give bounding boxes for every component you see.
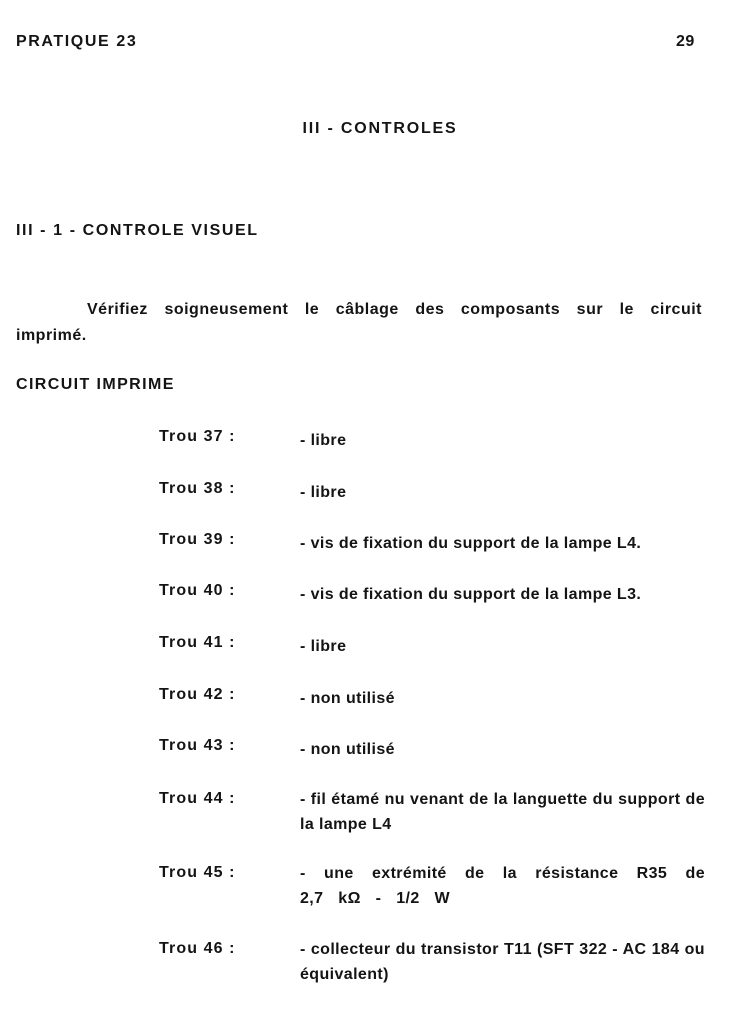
subsection-title: CIRCUIT IMPRIME xyxy=(16,376,175,393)
intro-line-2: imprimé. xyxy=(16,327,87,344)
hole-description: - libre xyxy=(300,484,347,501)
hole-label: Trou 40 : xyxy=(159,582,236,599)
hole-label: Trou 41 : xyxy=(159,634,236,651)
hole-description: - une extrémité de la résistance R35 de 2,7 kΩ - 1/2 W xyxy=(300,865,705,907)
hole-label: Trou 42 : xyxy=(159,686,236,703)
chapter-title: III - CONTROLES xyxy=(302,120,458,137)
section-title: III - 1 - CONTROLE VISUEL xyxy=(16,222,259,239)
hole-description: - vis de fixation du support de la lampe L4. xyxy=(300,535,642,552)
hole-description: - libre xyxy=(300,432,347,449)
hole-description: - collecteur du transistor T11 (SFT 322 - AC 184 ou équivalent) xyxy=(300,941,705,983)
hole-label: Trou 45 : xyxy=(159,864,236,881)
hole-label: Trou 38 : xyxy=(159,480,236,497)
hole-description: - vis de fixation du support de la lampe L3. xyxy=(300,586,642,603)
hole-description: - fil étamé nu venant de la languette du support de la lampe L4 xyxy=(300,791,705,833)
running-title: PRATIQUE 23 xyxy=(16,33,138,50)
hole-description: - non utilisé xyxy=(300,741,395,758)
hole-label: Trou 43 : xyxy=(159,737,236,754)
hole-description: - libre xyxy=(300,638,347,655)
page-number: 29 xyxy=(676,33,695,50)
hole-label: Trou 37 : xyxy=(159,428,236,445)
hole-label: Trou 46 : xyxy=(159,940,236,957)
hole-label: Trou 44 : xyxy=(159,790,236,807)
hole-label: Trou 39 : xyxy=(159,531,236,548)
intro-line-1: Vérifiez soigneusement le câblage des composants sur le circuit xyxy=(87,301,702,318)
hole-description: - non utilisé xyxy=(300,690,395,707)
